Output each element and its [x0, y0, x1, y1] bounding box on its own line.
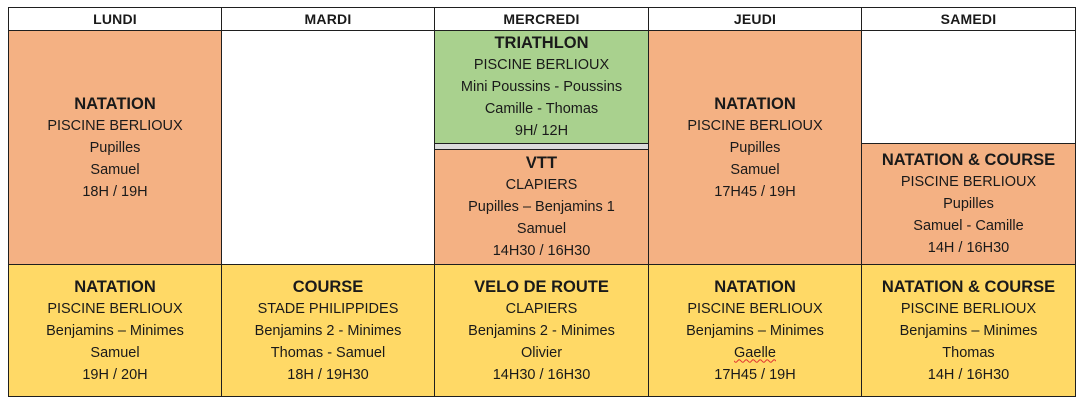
empty-cell-mardi: [221, 30, 435, 265]
session-group: Benjamins – Minimes: [686, 322, 824, 339]
session-lundi-natation-pupilles: [8, 30, 222, 265]
session-coach: Samuel: [730, 161, 780, 178]
session-group: Benjamins – Minimes: [46, 322, 184, 339]
session-coach: Samuel: [90, 161, 140, 178]
session-coach: Samuel: [516, 221, 567, 237]
session-group: Pupilles: [89, 139, 141, 156]
session-place: PISCINE BERLIOUX: [900, 300, 1037, 317]
session-title: COURSE: [292, 277, 364, 296]
session-time: 14H / 16H30: [927, 240, 1010, 256]
session-place: STADE PHILIPPIDES: [257, 300, 399, 317]
session-group: Benjamins 2 - Minimes: [468, 322, 615, 339]
session-jeudi-natation-pupilles: [648, 30, 862, 265]
session-place: PISCINE BERLIOUX: [687, 300, 823, 317]
session-time: 17H45 / 19H: [714, 366, 796, 383]
session-time: 14H30 / 16H30: [492, 243, 591, 259]
session-coach: [734, 342, 776, 364]
session-group: Pupilles: [943, 196, 994, 212]
session-mercredi-triathlon: [434, 30, 649, 144]
session-coach: Samuel - Camille: [913, 218, 1024, 234]
session-time: 17H45 / 19H: [714, 183, 796, 200]
session-time: 18H / 19H30: [287, 366, 369, 383]
day-header-jeudi: JEUDI: [648, 7, 862, 31]
session-title: NATATION: [714, 94, 796, 113]
session-mardi-course: [221, 264, 435, 397]
session-group: Benjamins – Minimes: [899, 322, 1038, 339]
day-header-lundi: LUNDI: [8, 7, 222, 31]
session-time: 14H30 / 16H30: [492, 366, 591, 383]
session-title: NATATION & COURSE: [881, 277, 1056, 296]
session-place: PISCINE BERLIOUX: [900, 174, 1037, 190]
session-coach: Samuel: [90, 344, 140, 361]
session-place: PISCINE BERLIOUX: [47, 300, 183, 317]
day-header-samedi: SAMEDI: [861, 7, 1076, 31]
day-header-mardi: MARDI: [221, 7, 435, 31]
session-title: NATATION: [714, 277, 796, 296]
session-coach: Thomas - Samuel: [270, 344, 386, 361]
session-title: TRIATHLON: [494, 34, 589, 52]
session-coach: Camille - Thomas: [484, 101, 599, 117]
session-time: 9H/ 12H: [514, 123, 569, 139]
schedule-table: [8, 7, 1076, 397]
session-samedi-natation-course-benjamins: [861, 264, 1076, 397]
session-place: CLAPIERS: [505, 300, 578, 317]
session-time: 14H / 16H30: [927, 366, 1010, 383]
session-place: PISCINE BERLIOUX: [473, 57, 610, 73]
session-coach: Olivier: [520, 344, 563, 361]
session-lundi-natation-benjamins: [8, 264, 222, 397]
session-place: CLAPIERS: [505, 177, 578, 193]
day-header-mercredi: MERCREDI: [434, 7, 649, 31]
session-group: Benjamins 2 - Minimes: [254, 322, 402, 339]
session-group: Pupilles – Benjamins 1: [468, 199, 615, 215]
session-time: 19H / 20H: [82, 366, 148, 383]
session-group: Mini Poussins - Poussins: [460, 79, 623, 95]
session-place: PISCINE BERLIOUX: [687, 117, 823, 134]
session-coach: Thomas: [942, 344, 995, 361]
empty-cell-samedi: [861, 30, 1076, 144]
session-time: 18H / 19H: [82, 183, 148, 200]
session-jeudi-natation-benjamins: [648, 264, 862, 397]
session-mercredi-vtt: [434, 149, 649, 265]
session-title: NATATION: [74, 94, 156, 113]
session-coach-name: Gaelle: [734, 344, 776, 361]
session-title: VTT: [525, 154, 558, 172]
session-title: NATATION: [74, 277, 156, 296]
session-title: NATATION & COURSE: [881, 151, 1056, 169]
session-title: VELO DE ROUTE: [474, 277, 609, 296]
session-place: PISCINE BERLIOUX: [47, 117, 183, 134]
session-mercredi-velo-de-route: [434, 264, 649, 397]
session-group: Pupilles: [729, 139, 781, 156]
session-samedi-natation-course-pupilles: [861, 143, 1076, 265]
